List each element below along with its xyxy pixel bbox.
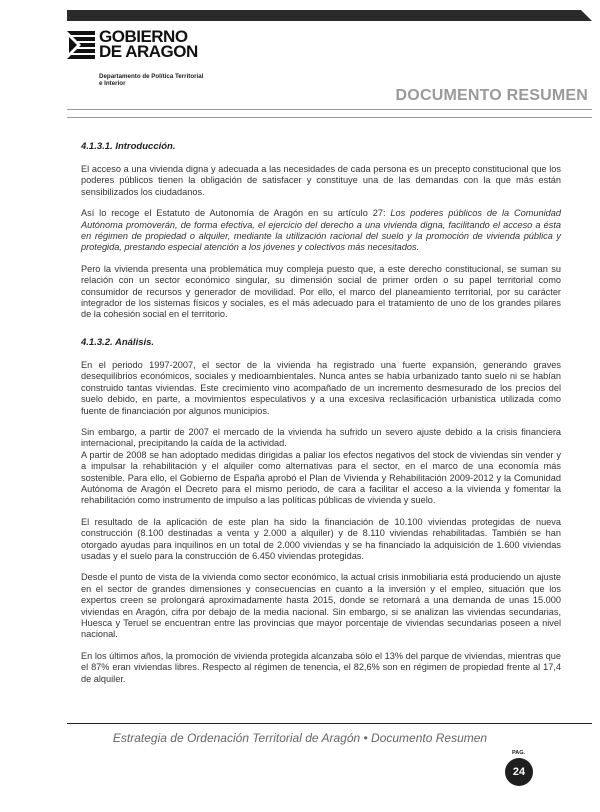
section-heading-introduction: 4.1.3.1. Introducción. [81,141,176,152]
paragraph: El acceso a una vivienda digna y adecuada a las necesidades de cada persona es un precepto constitucional que los poderes públicos tienen la obligación de satisfacer y constituye una de las demandas con la que más están sensibilizados los ciudadanos. [81,164,561,197]
header-rule-secondary [67,117,592,118]
paragraph: Sin embargo, a partir de 2007 el mercado de la vivienda ha sufrido un severo ajuste debido a la crisis financiera internacional, precipitando la caída de la actividad. [81,426,561,449]
main-content [81,141,561,695]
section-heading-analysis: 4.1.3.2. Análisis. [81,336,155,348]
paragraph: En los últimos años, la promoción de vivienda protegida alcanzaba sólo el 13% del parque de viviendas, mientras que el 87% eran viviendas libres. Respecto al régimen de tenencia, el 82,6% son en régimen de propiedad frente al 17,4 de alquiler. [81,650,561,684]
logo-wordmark: GOBIERNO DE ARAGON [99,27,198,61]
government-logo [67,29,257,89]
top-bar-notch [581,10,592,21]
paragraph: El resultado de la aplicación de este plan ha sido la financiación de 10.100 viviendas protegidas de nueva construcción (8.100 destinadas a venta y 2.000 a alquiler) y de 8.110 viviendas rehabilitadas. También se han otorgado ayudas para inquilinos en un total de 2.000 viviendas y se ha financiado la adquisición de 1.600 viviendas usadas y el suelo para la construcción de 6.450 viviendas protegidas. [81,516,561,561]
paragraph: En el periodo 1997-2007, el sector de la vivienda ha registrado una fuerte expansión, generando graves desequilibrios económicos, sociales y medioambientales. Nunca antes se había urbanizado tanto suelo ni se habían construido tantas viviendas. Este crecimiento vino acompañado de un incremento desmesurado de los precios del suelo debido, en parte, a movimientos especulativos y a una excesiva reclasificación urbanistica utilizada como fuente de financiación por algunos municipios. [81,359,561,416]
statute-quote: Los poderes públicos de la Comunidad Autónoma promoverán, de forma efectiva, el ejercicio del derecho a una vivienda digna, facilitando el acceso a ésta en régimen de propiedad o alquiler, mediante la utilización racional del suelo y la promoción de vivienda pública y protegida, prestando especial atención a los jóvenes y colectivos más necesitados. [81,208,561,253]
aragon-emblem-icon [67,31,97,67]
paragraph: Pero la vivienda presenta una problemática muy compleja puesto que, a este derecho constitucional, se suman su relación con un sector económico singular, su dimensión social de primer orden o su papel territorial como consumidor de recursos y generador de movilidad. Por ello, el marco del planeamiento territorial, por su carácter integrador de los sistemas físicos y sociales, es el más adecuado para el tratamiento de uno de los grandes pilares de la cohesión social en el territorio. [81,263,561,320]
footer-rule [67,723,592,724]
header-rule [67,109,592,110]
statute-lead: Así lo recoge el Estatuto de Autonomía de Aragón en su artículo 27: [81,208,391,219]
paragraph: Desde el punto de vista de la vivienda como sector económico, la actual crisis inmobiliaria está produciendo un ajuste en el sector de grandes dimensiones y consecuencias en cuanto a la inversión y el empleo, situación que los expertos creen se prolongará aproximadamente hasta 2015, donde se retornará a una demanda de unas 15.000 viviendas en Aragón, cifra por debajo de la media nacional. Sin embargo, si se analizan las viviendas secundarias, Huesca y Teruel se encuentran entre las provincias que mayor porcentaje de viviendas secundarias poseen a nivel nacional. [81,572,561,640]
paragraph: A partir de 2008 se han adoptado medidas dirigidas a paliar los efectos negativos del stock de viviendas sin vender y a impulsar la rehabilitación y el alquiler como alternativas para el sector, en el marco de una economía más sostenible. Para ello, el Gobierno de España aprobó el Plan de Vivienda y Rehabilitación 2009-2012 y la Comunidad Autónoma de Aragón el Decreto para el mismo periodo, de cara a facilitar el acceso a la vivienda y fomentar la rehabilitación como instrumento de impulso a las políticas públicas de vivienda y suelo. [81,449,561,506]
page-number: 24 [505,758,533,786]
paragraph-statute [81,208,561,254]
footer-title: Estrategia de Ordenación Territorial de Aragón • Documento Resumen [112,731,488,745]
page-label: PAG. [512,750,526,756]
logo-department: Departamento de Política Territorial e Interior [99,73,204,87]
top-bar [67,10,592,21]
document-title: DOCUMENTO RESUMEN [395,87,588,104]
